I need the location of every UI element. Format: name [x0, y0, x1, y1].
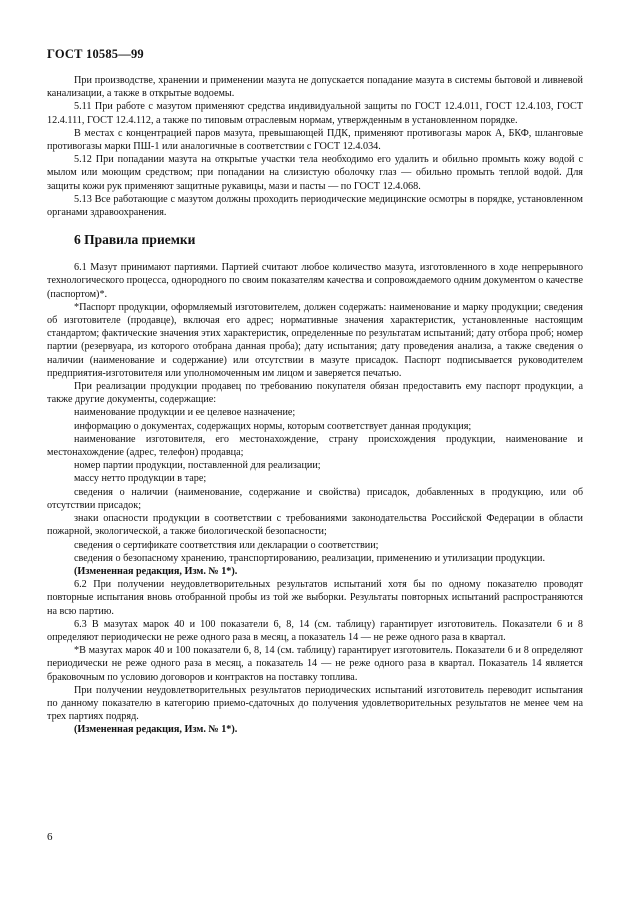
paragraph: 5.11 При работе с мазутом применяют средства индивидуальной защиты по ГОСТ 12.4.011, ГОСТ 12.4.103, ГОСТ 12.4.111, ГОСТ 12.4.112, а также по типовым отраслевым нормам, утвержденным в установленном порядке.	[47, 101, 583, 126]
paragraph: В местах с концентрацией паров мазута, превышающей ПДК, применяют противогазы марок А, БКФ, шланговые противогазы марки ПШ-1 или аналогичные в соответствии с ГОСТ 12.4.034.	[47, 127, 583, 153]
footnote-paragraph: *В мазутах марок 40 и 100 показатели 6, 8, 14 (см. таблицу) гарантирует изготовитель. Показатели 6 и 8 определяют периодически не реже одного раза в месяц, а показатель 14 — не реже одного раза в квартал. Показатель 14 является браковочным по условию договоров и контрактов на поставку топлива.	[47, 645, 583, 683]
paragraph: При производстве, хранении и применении мазута не допускается попадание мазута в системы бытовой и ливневой канализации, а также в открытые водоемы.	[47, 75, 583, 100]
paragraph: 6.2 При получении неудовлетворительных результатов испытаний хотя бы по одному показателю проводят повторные испытания вновь отобранной пробы из той же выборки. Результаты повторных испытаний распространяются на всю партию.	[47, 579, 583, 617]
revision-note: (Измененная редакция, Изм. № 1*).	[74, 724, 238, 736]
page-number: 6	[47, 831, 53, 843]
list-item: сведения о сертификате соответствия или декларации о соответствии;	[74, 539, 379, 551]
list-item: номер партии продукции, поставленной для реализации;	[74, 460, 321, 472]
paragraph: 6.1 Мазут принимают партиями. Партией считают любое количество мазута, изготовленного в ходе непрерывного технологического процесса, однородного по своим показателям качества и сопровождаемого одним документом о качестве (паспортом)*.	[47, 262, 583, 300]
list-item: знаки опасности продукции в соответствии с требованиями законодательства Российской Федерации в области пожарной, экологической, а также биологической безопасности;	[47, 513, 583, 538]
paragraph: 6.3 В мазутах марок 40 и 100 показатели 6, 8, 14 (см. таблицу) гарантирует изготовитель. Показатели 6 и 8 определяют периодически не реже одного раза в месяц, а показатель 14 — не реже одного раза в квартал.	[47, 618, 583, 643]
paragraph: 5.13 Все работающие с мазутом должны проходить периодические медицинские осмотры в порядке, установленном органами здравоохранения.	[47, 193, 583, 219]
paragraph: 5.12 При попадании мазута на открытые участки тела необходимо его удалить и обильно промыть кожу водой с мылом или моющим средством; при попадании на слизистую оболочку глаз — обильно промыть теплой водой. Для защиты кожи рук применяют защитные рукавицы, мази и пасты — по ГОСТ 12.4.068.	[47, 154, 583, 192]
paragraph: При получении неудовлетворительных результатов периодических испытаний изготовитель переводит испытания по данному показателю в категорию приемо-сдаточных до получения удовлетворительных результатов не менее чем на трех партиях подряд.	[47, 684, 583, 723]
list-item: наименование продукции и ее целевое назначение;	[74, 407, 296, 419]
list-item: наименование изготовителя, его местонахождение, страну происхождения продукции, наименование и местонахождение (адрес, телефон) продавца;	[47, 433, 583, 459]
list-item: информацию о документах, содержащих нормы, которым соответствует данная продукция;	[74, 420, 472, 432]
footnote-paragraph: *Паспорт продукции, оформляемый изготовителем, должен содержать: наименование и марку продукции; сведения об изготовителе (продавце), включая его адрес; нормативные значения характеристик, установленные настоящим стандартом; фактические значения этих характеристик, определенные по результатам испытаний; дату отбора проб; номер партии (резервуара, из которого отобрана данная проба); дату испытания; дату проведения анализа, а также сведения о наличии (наименование и содержание) или отсутствии в мазуте присадок. Паспорт подписывается руководителем предприятия-изготовителя или уполномоченным им лицом и заверяется печатью.	[47, 301, 583, 379]
document-header: ГОСТ 10585—99	[47, 47, 144, 61]
revision-note: (Измененная редакция, Изм. № 1*).	[74, 565, 238, 577]
list-item: сведения о безопасному хранению, транспортированию, реализации, применению и утилизации продукции.	[74, 552, 546, 564]
list-item: массу нетто продукции в таре;	[74, 473, 207, 485]
document-body	[47, 74, 583, 737]
section-title: 6 Правила приемки	[74, 232, 196, 248]
list-item: сведения о наличии (наименование, содержание и свойства) присадок, добавленных в продукцию, или об отсутствии присадок;	[47, 486, 583, 511]
paragraph: При реализации продукции продавец по требованию покупателя обязан предоставить ему паспорт продукции, а также другие документы, содержащие:	[47, 381, 583, 406]
